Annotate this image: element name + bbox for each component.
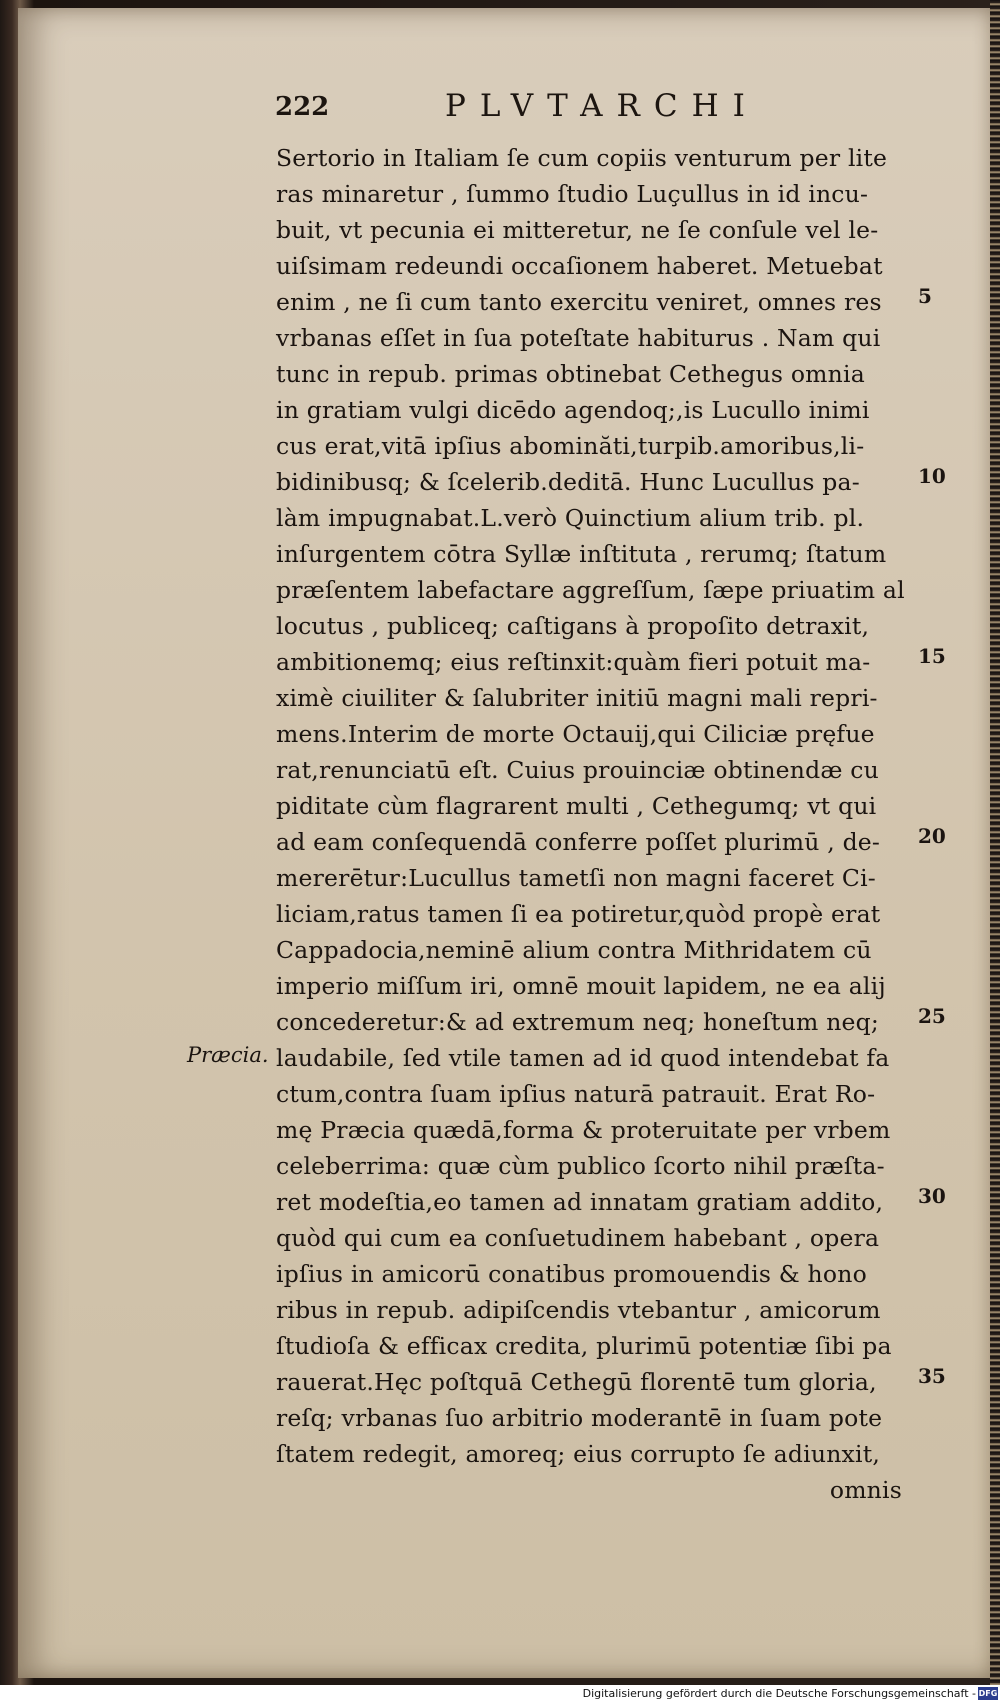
text-line: ximè ciuiliter & ſalubriter initiū magni mali repri- [276,684,878,712]
running-head: PLVTARCHI [445,88,759,124]
text-line: reſq; vrbanas ſuo arbitrio moderantē in ſuam pote [276,1404,883,1432]
text-line: imperio miſſum iri, omnē mouit lapidem, ne ea alij [276,972,886,1000]
text-line: celeberrima: quæ cùm publico ſcorto nihil præſta- [276,1152,885,1180]
text-line: rat,renunciatū eſt. Cuius prouinciæ obtinendæ cu [276,756,879,784]
text-line: enim , ne ſi cum tanto exercitu veniret, omnes res [276,288,882,316]
text-line: Sertorio in Italiam ſe cum copiis venturum per lite [276,144,888,172]
line-number: 25 [918,1004,946,1028]
text-line: mę Præcia quædā,forma & proteruitate per vrbem [276,1116,891,1144]
text-line: vrbanas eſſet in ſua poteſtate habiturus . Nam qui [276,324,881,352]
page-edge [990,0,1000,1685]
text-line: ribus in repub. adipiſcendis vtebantur , amicorum [276,1296,881,1324]
line-number: 20 [918,824,946,848]
main-text [276,140,912,1508]
text-line: laudabile, ſed vtile tamen ad id quod intendebat fa [276,1044,890,1072]
text-line: uiſsimam redeundi occaſionem haberet. Metuebat [276,252,883,280]
text-line: ſtatem redegit, amoreq; eius corrupto ſe adiunxit, [276,1440,881,1468]
line-number: 10 [918,464,946,488]
text-line: locutus , publiceq; caſtigans à propoſito detraxit, [276,612,870,640]
footer-bar [0,1685,1000,1703]
text-line: Cappadocia,neminē alium contra Mithridatem cū [276,936,872,964]
dfg-logo-icon: DFG [978,1689,998,1698]
text-line: quòd qui cum ea conſuetudinem habebant , opera [276,1224,880,1252]
text-line: ad eam conſequendā conferre poſſet plurimū , de- [276,828,881,856]
text-line: mererētur:Lucullus tametſi non magni faceret Ci- [276,864,876,892]
text-line: cus erat,vitā ipſius abominăti,turpib.amoribus,li- [276,432,865,460]
footer-credit: Digitalisierung gefördert durch die Deutsche Forschungsgemeinschaft - [582,1687,976,1700]
marginal-note: Præcia. [187,1043,269,1067]
line-number: 15 [918,644,946,668]
text-line: ipſius in amicorū conatibus promouendis & hono [276,1260,867,1288]
text-line: præſentem labefactare aggreſſum, ſæpe priuatim al [276,576,905,604]
text-line: in gratiam vulgi dicēdo agendoq;,is Lucullo inimi [276,396,870,424]
text-line: concederetur:& ad extremum neq; honeſtum neq; [276,1008,879,1036]
text-line: mens.Interim de morte Octauij,qui Ciliciæ pręfue [276,720,875,748]
line-number: 5 [918,284,932,308]
text-line: buit, vt pecunia ei mitteretur, ne ſe conſule vel le- [276,216,879,244]
text-line: ras minaretur , ſummo ſtudio Luçullus in id incu- [276,180,869,208]
text-line: ſtudioſa & efficax credita, plurimū potentiæ ſibi pa [276,1332,892,1360]
text-line: làm impugnabat.L.verò Quinctium alium trib. pl. [276,504,865,532]
text-line: bidinibusq; & ſcelerib.deditā. Hunc Lucullus pa- [276,468,860,496]
text-line: ctum,contra ſuam ipſius naturā patrauit. Erat Ro- [276,1080,876,1108]
line-number: 30 [918,1184,946,1208]
text-line: ret modeſtia,eo tamen ad innatam gratiam addito, [276,1188,884,1216]
text-line: inſurgentem cōtra Syllæ inſtituta , rerumq; ſtatum [276,540,887,568]
text-line: rauerat.Hęc poſtquā Cethegū florentē tum gloria, [276,1368,877,1396]
folio-number: 222 [275,92,330,122]
line-number: 35 [918,1364,946,1388]
text-line: piditate cùm flagrarent multi , Cethegumq; vt qui [276,792,877,820]
text-line: liciam,ratus tamen ſi ea potiretur,quòd propè erat [276,900,881,928]
page-header [275,88,825,138]
catchword: omnis [829,1476,902,1504]
text-line: ambitionemq; eius reſtinxit:quàm fieri potuit ma- [276,648,871,676]
text-line: tunc in repub. primas obtinebat Cethegus omnia [276,360,865,388]
